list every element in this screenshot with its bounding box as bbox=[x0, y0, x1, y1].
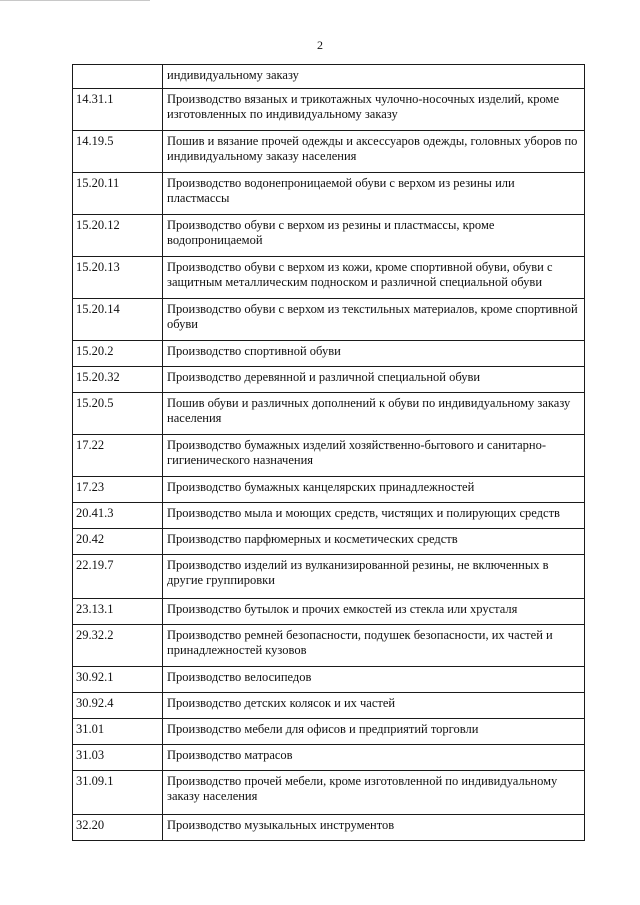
activity-description: Производство вязаных и трикотажных чулочно-носочных изделий, кроме изготовленных по индивидуальному заказу bbox=[163, 89, 585, 131]
activity-code: 17.23 bbox=[73, 477, 163, 503]
activity-code: 15.20.11 bbox=[73, 173, 163, 215]
activity-description: Производство спортивной обуви bbox=[163, 341, 585, 367]
activity-description: Производство обуви с верхом из резины и пластмассы, кроме водопроницаемой bbox=[163, 215, 585, 257]
activity-description: Производство велосипедов bbox=[163, 667, 585, 693]
activity-code: 31.09.1 bbox=[73, 771, 163, 815]
activity-description: Пошив и вязание прочей одежды и аксессуаров одежды, головных уборов по индивидуальному заказу населения bbox=[163, 131, 585, 173]
activity-code: 30.92.4 bbox=[73, 693, 163, 719]
activity-code: 31.01 bbox=[73, 719, 163, 745]
activity-code: 15.20.13 bbox=[73, 257, 163, 299]
activity-code: 29.32.2 bbox=[73, 625, 163, 667]
table-row bbox=[73, 667, 585, 693]
table-row bbox=[73, 771, 585, 815]
table-row bbox=[73, 719, 585, 745]
activity-code: 15.20.32 bbox=[73, 367, 163, 393]
activity-code: 14.31.1 bbox=[73, 89, 163, 131]
activity-description: Производство детских колясок и их частей bbox=[163, 693, 585, 719]
table-row bbox=[73, 625, 585, 667]
page-number: 2 bbox=[317, 38, 323, 52]
table-row bbox=[73, 693, 585, 719]
activity-code: 23.13.1 bbox=[73, 599, 163, 625]
activity-description: Производство мыла и моющих средств, чистящих и полирующих средств bbox=[163, 503, 585, 529]
activity-code: 15.20.12 bbox=[73, 215, 163, 257]
table-row bbox=[73, 815, 585, 841]
activity-code: 22.19.7 bbox=[73, 555, 163, 599]
table-row bbox=[73, 89, 585, 131]
activity-description: Производство мебели для офисов и предприятий торговли bbox=[163, 719, 585, 745]
table-row bbox=[73, 367, 585, 393]
table-row bbox=[73, 299, 585, 341]
table-row bbox=[73, 435, 585, 477]
activity-code: 17.22 bbox=[73, 435, 163, 477]
table-row bbox=[73, 173, 585, 215]
table-row bbox=[73, 529, 585, 555]
activity-description: Производство деревянной и различной специальной обуви bbox=[163, 367, 585, 393]
activity-description: Производство бумажных изделий хозяйственно-бытового и санитарно-гигиенического назначения bbox=[163, 435, 585, 477]
scan-edge-mark bbox=[0, 0, 150, 5]
activity-description: Производство прочей мебели, кроме изготовленной по индивидуальному заказу населения bbox=[163, 771, 585, 815]
activity-code: 30.92.1 bbox=[73, 667, 163, 693]
activity-description: Производство ремней безопасности, подушек безопасности, их частей и принадлежностей кузовов bbox=[163, 625, 585, 667]
activity-code: 20.41.3 bbox=[73, 503, 163, 529]
table-row bbox=[73, 477, 585, 503]
activity-description: Производство обуви с верхом из текстильных материалов, кроме спортивной обуви bbox=[163, 299, 585, 341]
activity-description: Производство водонепроницаемой обуви с верхом из резины или пластмассы bbox=[163, 173, 585, 215]
activity-description: Производство изделий из вулканизированной резины, не включенных в другие группировки bbox=[163, 555, 585, 599]
activity-code: 20.42 bbox=[73, 529, 163, 555]
table-row bbox=[73, 65, 585, 89]
activity-code bbox=[73, 65, 163, 89]
activity-description: Производство музыкальных инструментов bbox=[163, 815, 585, 841]
activity-code: 15.20.5 bbox=[73, 393, 163, 435]
activity-codes-table bbox=[72, 64, 585, 841]
table-row bbox=[73, 257, 585, 299]
activity-description: Производство обуви с верхом из кожи, кроме спортивной обуви, обуви с защитным металлическим подноском и различной специальной обуви bbox=[163, 257, 585, 299]
activity-code: 15.20.14 bbox=[73, 299, 163, 341]
table-row bbox=[73, 131, 585, 173]
activity-description: индивидуальному заказу bbox=[163, 65, 585, 89]
table-row bbox=[73, 599, 585, 625]
table-row bbox=[73, 555, 585, 599]
activity-code: 32.20 bbox=[73, 815, 163, 841]
table-row bbox=[73, 503, 585, 529]
table-row bbox=[73, 215, 585, 257]
activity-code: 31.03 bbox=[73, 745, 163, 771]
activity-description: Производство матрасов bbox=[163, 745, 585, 771]
activity-description: Производство бумажных канцелярских принадлежностей bbox=[163, 477, 585, 503]
activity-code: 14.19.5 bbox=[73, 131, 163, 173]
activity-code: 15.20.2 bbox=[73, 341, 163, 367]
activity-description: Производство бутылок и прочих емкостей из стекла или хрусталя bbox=[163, 599, 585, 625]
table-row bbox=[73, 745, 585, 771]
table-row bbox=[73, 393, 585, 435]
activity-description: Пошив обуви и различных дополнений к обуви по индивидуальному заказу населения bbox=[163, 393, 585, 435]
table-row bbox=[73, 341, 585, 367]
activity-description: Производство парфюмерных и косметических средств bbox=[163, 529, 585, 555]
